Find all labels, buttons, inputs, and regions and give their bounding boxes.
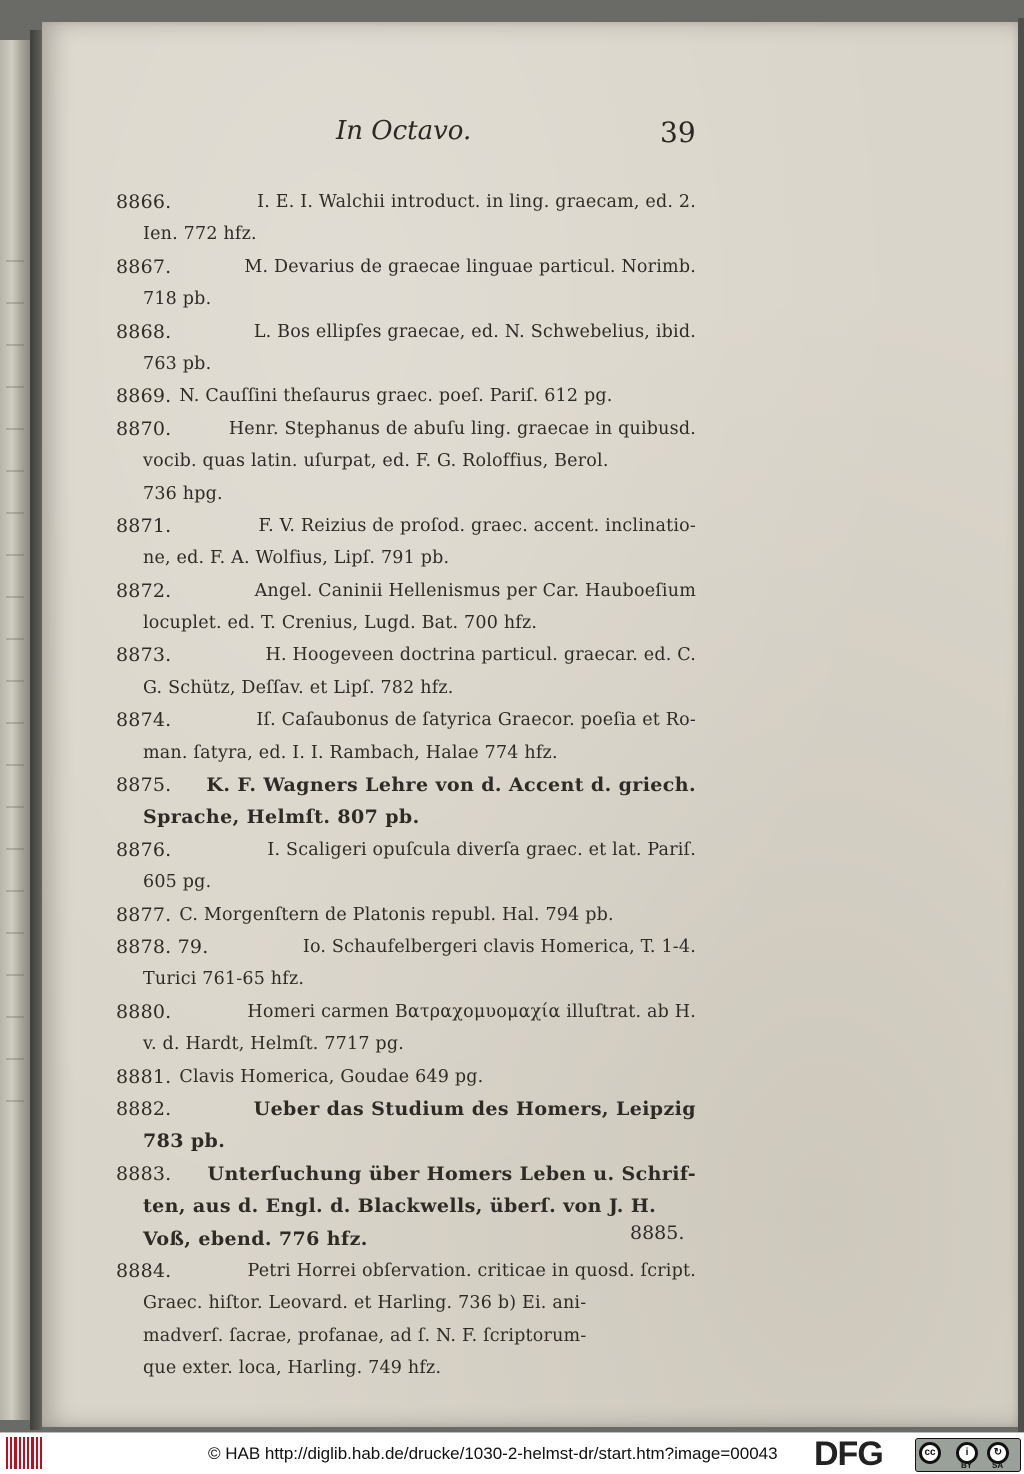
entry-number: 8866. — [116, 191, 172, 213]
entry-text: Angel. Caninii Hellenismus per Car. Hauboeſium — [254, 580, 696, 601]
entry-text: N. Cauſſini theſaurus graec. poeſ. Pariſ. 612 pg. — [179, 386, 613, 407]
entry-line — [116, 769, 696, 801]
entry-line — [116, 801, 696, 833]
entry-number: 8881. — [116, 1065, 172, 1088]
entry-text: M. Devarius de graecae linguae particul. Norimb. — [244, 256, 696, 277]
entry-text: Clavis Homerica, Goudae 649 pg. — [179, 1066, 484, 1087]
entry-number: 8876. — [116, 838, 172, 861]
entry-text: 763 pb. — [143, 353, 212, 374]
entry-text: Iſ. Caſaubonus de ſatyrica Graecor. poeſia et Ro- — [256, 710, 696, 731]
entry-line — [116, 834, 696, 866]
entry-number: 8872. — [116, 579, 172, 602]
entry-line — [116, 1287, 696, 1319]
entry-number: 8869. — [116, 385, 172, 408]
catalog-entry — [116, 996, 696, 1061]
entry-line — [116, 575, 696, 607]
running-title: In Octavo. — [336, 116, 472, 146]
catalog-entry — [116, 1093, 696, 1158]
entry-line — [116, 283, 696, 315]
catalog-entry — [116, 899, 696, 931]
entry-number: 8873. — [116, 644, 172, 667]
entry-text: Ien. 772 hfz. — [143, 224, 257, 245]
entry-text: Unterſuchung über Homers Leben u. Schrif- — [207, 1162, 696, 1185]
entry-line — [116, 478, 696, 510]
entry-line — [116, 218, 696, 250]
entry-text: H. Hoogeveen doctrina particul. graecar. ed. C. — [265, 645, 696, 666]
entry-line — [116, 316, 696, 348]
entry-line — [116, 704, 696, 736]
entry-line — [116, 737, 696, 769]
entry-text: man. ſatyra, ed. I. I. Rambach, Halae 774 hfz. — [143, 742, 558, 763]
catalog-entry — [116, 1255, 696, 1385]
entry-line — [116, 899, 696, 931]
share-alike-icon: ↻ — [987, 1442, 1009, 1464]
entry-line — [116, 672, 696, 704]
entry-line — [116, 866, 696, 898]
catalog-entry — [116, 316, 696, 381]
entry-text: ne, ed. F. A. Wolfius, Lipſ. 791 pb. — [143, 548, 450, 569]
entry-text: que exter. loca, Harling. 749 hfz. — [143, 1358, 442, 1379]
entry-text: Sprache, Helmſt. 807 pb. — [143, 806, 420, 829]
entry-line — [116, 186, 696, 218]
catalog-entry — [116, 1158, 696, 1255]
viewer-footer — [0, 1432, 1024, 1474]
catalog-entry — [116, 834, 696, 899]
entry-line — [116, 1061, 696, 1093]
entry-line — [116, 1320, 696, 1352]
entry-text: Io. Schaufelbergeri clavis Homerica, T. 1-4. — [302, 936, 696, 957]
entry-text: vocib. quas latin. uſurpat, ed. F. G. Roloffius, Berol. — [143, 451, 609, 472]
entry-line — [116, 348, 696, 380]
catalog-entry — [116, 931, 696, 996]
entry-text: 783 pb. — [143, 1130, 226, 1153]
entry-text: Ueber das Studium des Homers, Leipzig — [253, 1097, 696, 1120]
entry-number: 8868. — [116, 320, 172, 343]
entry-line — [116, 413, 696, 445]
entry-number: 8874. — [116, 709, 172, 732]
previous-page-edge — [0, 40, 30, 1420]
entry-text: Voß, ebend. 776 hfz. — [143, 1227, 368, 1250]
entry-line — [116, 1158, 696, 1190]
entry-number: 8880. — [116, 1000, 172, 1023]
entry-text: I. E. I. Walchii introduct. in ling. graecam, ed. 2. — [257, 192, 696, 212]
entry-line — [116, 1190, 696, 1222]
catalog-entry — [116, 186, 696, 251]
entry-text: I. Scaligeri opuſcula diverſa graec. et lat. Pariſ. — [267, 839, 696, 860]
entry-line — [116, 996, 696, 1028]
catalog-entry — [116, 251, 696, 316]
cc-icon: cc — [919, 1442, 941, 1464]
entry-text: 605 pg. — [143, 872, 212, 893]
entry-line — [116, 542, 696, 574]
entry-text: G. Schütz, Deſſav. et Lipſ. 782 hfz. — [143, 677, 454, 698]
catalog-entry — [116, 639, 696, 704]
entry-line — [116, 1028, 696, 1060]
catalog-entry — [116, 704, 696, 769]
catalog-entry — [116, 575, 696, 640]
entry-line — [116, 251, 696, 283]
entry-line — [116, 1352, 696, 1384]
catalog-entries — [116, 186, 696, 1384]
entry-number: 8878. 79. — [116, 935, 209, 958]
entry-number: 8877. — [116, 903, 172, 926]
entry-line — [116, 1093, 696, 1125]
entry-text: Turici 761-65 hfz. — [143, 969, 305, 990]
entry-text: ten, aus d. Engl. d. Blackwells, überſ. von J. H. — [143, 1195, 657, 1218]
license-label-sa: SA — [992, 1461, 1004, 1470]
page-edge-shadow — [1018, 18, 1024, 1432]
entry-line — [116, 607, 696, 639]
entry-text: Petri Horrei obſervation. criticae in quosd. ſcript. — [247, 1260, 696, 1281]
hab-barcode-logo[interactable] — [6, 1437, 42, 1469]
entry-text: Graec. hiſtor. Leovard. et Harling. 736 b) Ei. ani- — [143, 1293, 587, 1314]
catalog-entry — [116, 1061, 696, 1093]
entry-number: 8867. — [116, 255, 172, 278]
cc-license-badge[interactable] — [915, 1438, 1021, 1472]
entry-text: C. Morgenſtern de Platonis republ. Hal. 794 pb. — [179, 904, 614, 925]
entry-line — [116, 931, 696, 963]
catalog-entry — [116, 510, 696, 575]
catalog-entry — [116, 413, 696, 510]
entry-line — [116, 1125, 696, 1157]
license-label-by: BY — [961, 1461, 973, 1470]
catchword: 8885. — [630, 1222, 685, 1244]
entry-text: Homeri carmen Βατραχομυομαχία illuſtrat. ab H. — [247, 1001, 696, 1022]
entry-number: 8882. — [116, 1097, 172, 1120]
entry-line — [116, 963, 696, 995]
entry-line — [116, 1223, 696, 1255]
entry-text: Henr. Stephanus de abuſu ling. graecae in quibusd. — [228, 418, 696, 439]
catalog-entry — [116, 380, 696, 412]
entry-text: K. F. Wagners Lehre von d. Accent d. griech. — [206, 774, 696, 797]
entry-number: 8884. — [116, 1259, 172, 1282]
entry-text: v. d. Hardt, Helmſt. 7717 pg. — [143, 1034, 404, 1055]
entry-line — [116, 1255, 696, 1287]
dfg-logo[interactable]: DFG — [814, 1435, 883, 1473]
attribution-icon: i — [956, 1442, 978, 1464]
entry-text: F. V. Reizius de proſod. graec. accent. inclinatio- — [258, 515, 696, 536]
page-number: 39 — [660, 116, 696, 149]
entry-number: 8875. — [116, 774, 172, 797]
entry-text: L. Bos ellipſes graecae, ed. N. Schwebelius, ibid. — [253, 321, 696, 342]
entry-text: 736 hpg. — [143, 483, 223, 504]
entry-line — [116, 445, 696, 477]
catalog-entry — [116, 769, 696, 834]
entry-text: locuplet. ed. T. Crenius, Lugd. Bat. 700 hfz. — [143, 613, 538, 634]
entry-number: 8871. — [116, 514, 172, 537]
copyright-link[interactable]: © HAB http://diglib.hab.de/drucke/1030-2-helmst-dr/start.htm?image=00043 — [208, 1444, 778, 1463]
entry-text: madverſ. ſacrae, profanae, ad ſ. N. F. ſcriptorum- — [143, 1325, 587, 1346]
entry-line — [116, 639, 696, 671]
entry-line — [116, 510, 696, 542]
entry-text: 718 pb. — [143, 289, 212, 310]
entry-number: 8883. — [116, 1162, 172, 1185]
entry-number: 8870. — [116, 417, 172, 440]
entry-line — [116, 380, 696, 412]
